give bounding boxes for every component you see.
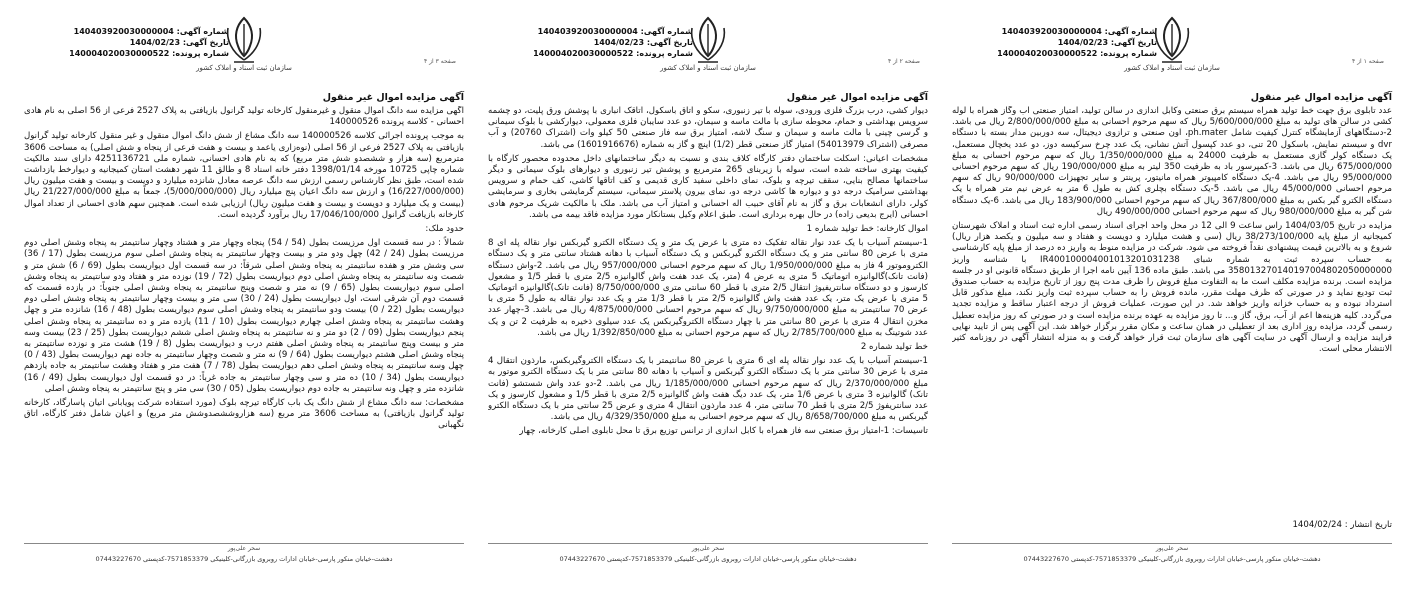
notice-title: آگهی مزایده اموال غیر منقول — [322, 92, 464, 103]
ad-date-value: 1404/02/23 — [1057, 38, 1109, 47]
notice-paragraph: 1-سیستم آسیاب با یک عدد نوار نقاله تفکیک ده متری با عرض یک متر و یک دستگاه الکترو گیربکس نوار نقاله پله ای 8 متری با عرض 80 سانتی متر و یک دستگاه الکترو گیربکس و یک دستگاه آسیاب با دهانه هشتاد سانتی متر و یک دستگاه الکتروموتور 4 فاز به مبلغ 1/950/000/000 ریال که سهم مرحوم احسانی 957/000/000 ریال می باشد. 2-واش دستگاه (فانت تانک)گالوانیزه اتوماتیک 5 متری به عرض 4 (متر، یک عدد هفت واش گالوانیزه 2/5 متری با قطر 1/5 و مشعول کارسوز و دو دستگاه سانتریفیوژ انتقال 2/5 متری با قطر 60 سانتی متری 8/750/000/000 (فانت تانک)گالوانیزه اتوماتیک 5 متری با عرض یک متر، یک عدد هفت واش گالوانیزه 2/5 متر با قطر 1/3 متر و یک عدد نوار نقاله به طول 5 متری با عرض 70 سانتیمتر به مبلغ 9/750/000/000 ریال که سهم مرحوم احسانی 4/875/000/000 ریال می باشد. 3-چهار عدد مخزن انتقال 4 متری با عرض 80 سانتی متر با چهار دستگاه الکتروگیربکس یک عدد سیلوی ذخیره به ظرفیت 2 تن و یک عدد شوتینگ به مبلغ 2/785/700/000 ریال که سهم مرحوم احسانی به مبلغ 1/392/850/000 ریال می باشد. — [488, 238, 928, 338]
ad-number-value: 140403920030000004 — [73, 27, 174, 36]
page-number: صفحه ۳ از ۴ — [424, 58, 456, 65]
ad-number-value: 140403920030000004 — [537, 27, 638, 36]
judiciary-emblem-icon — [214, 12, 274, 68]
notice-paragraph: خط تولید شماره 2 — [860, 342, 928, 353]
notice-body — [952, 106, 1392, 462]
notice-page — [942, 0, 1402, 591]
ad-date-value: 1404/02/23 — [593, 38, 645, 47]
notice-meta — [24, 26, 229, 59]
footer-divider — [24, 543, 464, 544]
publish-date: تاریخ انتشار : 1404/02/24 — [1292, 520, 1392, 530]
ad-number-label: شماره آگهی: — [176, 27, 229, 36]
notice-paragraph: 1-سیستم آسیاب با یک عدد نوار نقاله پله ای 6 متری با عرض 80 سانتیمتر با یک دستگاه الکتروگیربکس، مارذون انتقال 4 متری با عرض 30 سانتی متر با یک دستگاه الکترو گیربکس و آسیاب با دهانه 80 سانتی متر با یک دستگاه الکترو موتور به مبلغ 2/370/000/000 ریال که سهم مرحوم احسانی 1/185/000/000 ریال می باشد. 2-دو عدد واش شستشو (فانت تانک) گالوانیزه 3 متری با عرض 1/6 متر، یک عدد دیگ هفت واش گالوانیزه 2/5 متری با قطر 1/5 و مشعول کارسوز و یک عدد سانتریفوژ 2/5 متری با قطر 70 سانتی متر، 4 عدد مارذون انتقال 4 متری و عرض 25 سانتی متر با یک دستگاه الکترو گیربکس به مبلغ 8/658/700/000 ریال که سهم مرحوم احسانی به مبلغ 4/329/350/000 ریال می باشد. — [488, 356, 928, 423]
judiciary-emblem-icon — [1142, 12, 1202, 68]
notice-page — [14, 0, 474, 591]
notice-paragraph: مشخصات اعیانی: اسکلت ساختمان دفتر کارگاه کلاف بندی و نسبت به دیگر ساختمانهای داخل محدوده محصور کارگاه با کیفیت بهتری ساخته شده است، سوله با زیربنای 265 مترمربع و پوشش تیر زنبوری و دیوارهای بلوک سیمانی و دیگر ساختمانها مصالح بنایی، سقف تیرچه و بلوک، نمای داخلی سفید کاری قدیمی و کف اتاقها کاشی، کف حمام و سرویس بهداشتی سرامیک درجه دو و دیواره ها کاشی درجه دو، نمای بیرون پلاستر سیمانی، سیستم گرمایشی بخاری و سرمایشی کولر، دارای انشعابات برق و گاز به نام آقای حبیب اله احسانی و امتیاز آب می باشد. ملک با مالکیت شریک مرحوم هادی احسانی (ایرج بدیعی زاده) در حال بهره برداری است. طبق اعلام وکیل بستانکار مورد مزایده فاقد بیمه می باشد. — [488, 153, 928, 220]
notice-paragraph: شمالاً : در سه قسمت اول مرزیست بطول (54 / 54) پنجاه وچهار متر و هشتاد وچهار سانتیمتر به پنجاه وشش اصلی دوم مرزیست بطول (24 / 42) چهل ودو متر و بیست وچهار سانتیمتر به پنجاه وشش اصلی سوم مرزیست بطول (17 / 36) سی وشش متر و هفده سانتیمتر به پنجاه وشش اصلی شرقاً: در سه قسمت اول دیواریست بطول (69 / 6) شش متر و شصت ونه سانتیمتر به پنجاه وشش اصلی دوم دیواریست بطول (72 / 19) نوزده متر و هفتاد ودو سانتیمتر به پنجاه وشش اصلی سوم دیواریست بطول (65 / 9) نه متر و شصت وپنج سانتیمتر به پنجاه وشش اصلی جنوباً: در یازده قسمت که قسمت دوم آن شرقی است، اول دیواریست بطول (24 / 30) سی متر و بیست وچهار سانتیمتر به پنجاه وشش اصلی دوم دیواریست بطول (22 / 0) بیست ودو سانتیمتر به پنجاه وشش اصلی سوم دیواریست بطول (48 / 16) شانزده متر و چهل وهشت سانتیمتر به پنجاه وشش اصلی چهارم دیواریست بطول (10 / 11) یازده متر و ده سانتیمتر به پنجاه وشش اصلی پنجم دیواریست بطول (09 / 2) دو متر و نه سانتیمتر به پنجاه وشش اصلی ششم دیواریست بطول (25 / 23) بیست وسه متر و بیست وپنج سانتیمتر به پنجاه وشش اصلی هفتم درب و دیواریست بطول (8 / 19) هشت متر و نوزده سانتیمتر به پنجاه وشش اصلی هشتم دیواریست بطول (64 / 9) نه متر و شصت وچهار سانتیمتر به جاده نهم دیواریست بطول (43 / 0) چهل وسه سانتیمتر به پنجاه وشش اصلی دهم دیواریست بطول (78 / 7) هفت متر و هفتاد وهشت سانتیمتر به جاده یازدهم دیواریست بطول (34 / 10) ده متر و سی وچهار سانتیمتر به جاده غرباً: در دو قسمت اول دیواریست بطول (49 / 16) شانزده متر و چهل ونه سانتیمتر به جاده دوم دیواریست بطول (05 / 30) سی متر و پنج سانتیمتر به پنجاه وشش اصلی — [24, 238, 464, 394]
notice-paragraph: حدود ملک: — [425, 224, 464, 235]
notice-paragraph: اموال کارخانه: خط تولید شماره 1 — [806, 224, 928, 235]
org-name: سازمان ثبت اسناد و املاک کشور — [1124, 64, 1220, 72]
page-number: صفحه ۲ از ۴ — [888, 58, 920, 65]
notice-title: آگهی مزایده اموال غیر منقول — [786, 92, 928, 103]
file-number-value: 140004020030000522 — [997, 49, 1098, 58]
notice-title: آگهی مزایده اموال غیر منقول — [1250, 92, 1392, 103]
notice-paragraph: عدد تابلوی برق جهت خط تولید همراه سیستم برق صنعتی وکابل اندازی در سالن تولید، امتیاز صنعتی آب وگاز همراه با لوله کشی در سالن های تولید به مبلغ 5/600/000/000 ریال که سهم مرحوم احسانی به مبلغ 2/800/000/000 ریال می باشد. 2-دستگاههای آزمایشگاه کنترل کیفیت شامل ph.mater، اون صنعتی و ترازوی دیجیتال، سه دوربین مدار بسته با دستگاه dvr و سیستم نمایش، باسکول 20 تنی، دو عدد کپسول آتش نشانی، یک عدد چرخ سرکیسه دوز، دو عدد یخچال مستعمل، یک دستگاه کولر گازی مستعمل به ظرفیت 24000 به مبلغ 1/350/000/000 ریال که سهم مرحوم احسانی به مبلغ 675/000/000 ریال می باشد. 3-کمپرسور باد به ظرفیت 350 لیتر به مبلغ 190/000/000 ریال که سهم مرحوم احسانی 95/000/000 ریال می باشد. 4-یک دستگاه کامپیوتر همراه مانیتور، پرینتر و سایر تجهیزات 90/000/000 ریال که سهم مرحوم احسانی 45/000/000 ریال می باشد. 5-یک دستگاه بچلری کش به طول 6 متر به عرض نیم متر همراه با یک دستگاه الکترو گیر بکس به مبلغ 367/800/000 ریال که سهم مرحوم احسانی 183/900/000 ریال می باشد. 6-یک دستگاه شن گیر به مبلغ 980/000/000 ریال که سهم مرحوم احسانی 490/000/000 ریال — [952, 106, 1392, 217]
signer-name: سحر علی‌پور — [227, 545, 261, 552]
notice-meta — [952, 26, 1157, 59]
notice-paragraph: دیوار کشی، درب بزرگ فلزی ورودی، سوله با تیر زنبوری، سکو و اتاق باسکول، اتاقک انباری با پوشش ورق پلیت، دو چشمه سرویس بهداشتی و حمام، محوطه سازی با مالت ماسه و سیمان، دو عدد سایبان فلزی معمولی، دیوارکشی با بلوک سیمانی و گرسی چینی با مالت ماسه و سیمان و سنگ لاشه، امتیاز برق سه فاز صنعتی 50 کیلو وات (اشتراک 20760) و آب مصرفی (اشتراک 54013979) امتیاز گاز صنعتی قطر (1/2) اینچ و گاز به شماره (1601916676) می باشد. — [488, 106, 928, 150]
office-address: دهشت-خیابان منکور پارسی-خیابان ادارات روبروی بازرگانی-کلینیکی 7571853379-کدپستی 07443227670 — [559, 555, 857, 563]
file-number-label: شماره پرونده: — [1100, 49, 1157, 58]
ad-number-label: شماره آگهی: — [1104, 27, 1157, 36]
notice-body — [488, 106, 928, 544]
file-number-value: 140004020030000522 — [69, 49, 170, 58]
notice-meta — [488, 26, 693, 59]
file-number-value: 140004020030000522 — [533, 49, 634, 58]
ad-number-value: 140403920030000004 — [1001, 27, 1102, 36]
notice-paragraph: تاسیسات: 1-امتیاز برق صنعتی سه فاز همراه با کابل اندازی از ترانس توزیع برق تا محل تابلوی اصلی کارخانه، چهار — [519, 426, 928, 437]
notice-paragraph: مزایده در تاریخ 1404/03/05 راس ساعت 9 الی 12 در محل واحد اجرای اسناد رسمی اداره ثبت اسناد و املاک شهرستان کمیجانیه از مبلغ پایه 38/273/100/000 ریال (سی و هشت میلیارد و دویست و هفتاد و سه میلیون و یکصد هزار ریال) شروع و به بالاترین قیمت پیشنهادی نقداً فروخته می شود. شرکت در مزایده منوط به واریز ده درصد از مبلغ پایه کارشناسی به حساب سپرده ثبت به شماره شبای IR400100004001013201031238 با شناسه واریز 358013270140197004802050000000 می باشد. طبق ماده 136 آیین نامه اجرا از طریق دستگاه قانونی او در جلسه مزایده است. برنده مزایده مکلف است ما به التفاوت مبلغ فروش را ظرف مدت پنج روز از تاریخ مزایده به حساب صندوق ثبت تودیع نماید و در صورتی که ظرف مهلت مقرر، مانده فروش را به حساب سپرده ثبت واریز نکند، مبلغ مذکور قابل استرداد نبوده و به حساب خزانه واریز خواهد شد. در این صورت، عملیات فروش از درجه اعتبار ساقط و مزایده تجدید می‌گردد. کلیه هزینه‌ها اعم از آب، برق، گاز و... تا روز مزایده به عهده برنده مزایده است و در صورتی که روز مزایده تعطیل رسمی گردد، مزایده روز اداری بعد از تعطیلی در همان ساعت و مکان مقرر برگزار خواهد شد. این آگهی پس از تایید نهایی فرایند مزایده و ارسال آگهی در سایت آگهی های سازمان ثبت قرار خواهد گرفت و به منزله انتشار آگهی در روزنامه کثیر الانتشار محلی است. — [952, 221, 1392, 355]
ad-date-label: تاریخ آگهی: — [1110, 38, 1157, 47]
footer-divider — [488, 543, 928, 544]
org-name: سازمان ثبت اسناد و املاک کشور — [196, 64, 292, 72]
signer-name: سحر علی‌پور — [1155, 545, 1189, 552]
org-name: سازمان ثبت اسناد و املاک کشور — [660, 64, 756, 72]
office-address: دهشت-خیابان منکور پارسی-خیابان ادارات روبروی بازرگانی-کلینیکی 7571853379-کدپستی 07443227670 — [1023, 555, 1321, 563]
page-number: صفحه ۱ از ۴ — [1352, 58, 1384, 65]
ad-date-label: تاریخ آگهی: — [182, 38, 229, 47]
notice-page — [478, 0, 938, 591]
signer-name: سحر علی‌پور — [691, 545, 725, 552]
notice-body — [24, 106, 464, 500]
file-number-label: شماره پرونده: — [636, 49, 693, 58]
file-number-label: شماره پرونده: — [172, 49, 229, 58]
ad-number-label: شماره آگهی: — [640, 27, 693, 36]
ad-date-value: 1404/02/23 — [129, 38, 181, 47]
ad-date-label: تاریخ آگهی: — [646, 38, 693, 47]
footer-divider — [952, 543, 1392, 544]
notice-paragraph: آگهی مزایده سه دانگ اموال منقول و غیرمنقول کارخانه تولید گرانول بازیافتی به پلاک 2527 فرعی از 56 اصلی به نام هادی احسانی - کلاسه پرونده 140000526 — [24, 106, 464, 128]
notice-paragraph: مشخصات: سه دانگ مشاع از شش دانگ یک باب کارگاه تیرچه بلوک (مورد استفاده شرکت پویابانی اتیان پاسارگاد، کارخانه تولید گرانول بازیافتی) به مساحت 3606 متر مربع (سه هزاروششصدوشش متر مربع) و اعیان شامل دفتر کارگاه، اتاق نگهبانی — [24, 398, 464, 431]
notice-paragraph: به موجب پرونده اجرائی کلاسه 140000526 سه دانگ مشاع از شش دانگ اموال منقول و غیر منقول کارخانه تولید گرانول بازیافتی به پلاک 2527 فرعی از 56 اصلی (نوه‌زاری یاعمد و بیست و هفت فرعی از پنجاه و شش اصلی) به مساحت 3606 مترمربع (سه هزار و ششصدو شش متر مربع) که به نام هادی احسانی، شماره ملی 4251136721 دارای سند مالکیت شماره چاپی 10725 مورخه 1398/01/14 دفتر خانه اسناد 8 و طالق 11 شهر دهشت استان کمیجانیه و دیوارخط بازداشت شده است، طبق نظر کارشناس رسمی ارزش سه دانگ عرصه معادل شانزده میلیارد و دویست و بیست و هفت میلیون ریال (16/227/000/000) و ارزش سه دانگ اعیان پنج میلیارد ریال (5/000/000/000)، جمعاً به مبلغ 21/227/000/000 ریال (بیست و یک میلیارد و دویست و بیست و هفت میلیون ریال) ارزیابی شده است. همچنین سهم هادی احسانی از تعداد اموال کارخانه بازیافت گرانول 17/046/100/000 ریال برآورد گردیده است. — [24, 131, 464, 220]
office-address: دهشت-خیابان منکور پارسی-خیابان ادارات روبروی بازرگانی-کلینیکی 7571853379-کدپستی 07443227670 — [95, 555, 393, 563]
judiciary-emblem-icon — [678, 12, 738, 68]
